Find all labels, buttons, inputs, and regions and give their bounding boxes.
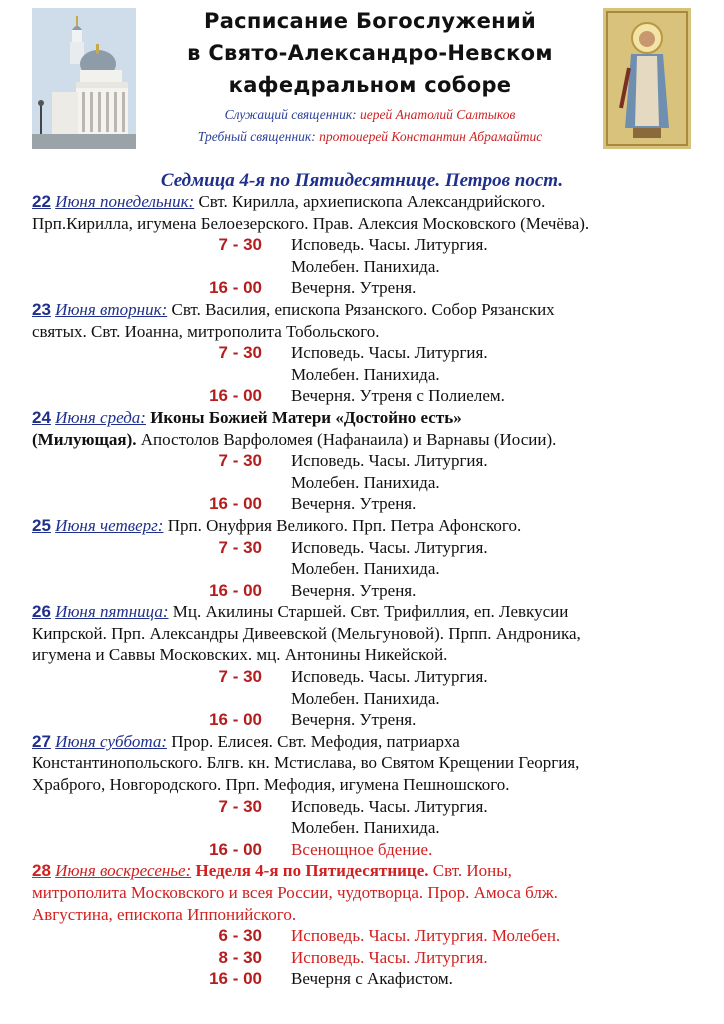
- service-time: 6 - 30: [218, 926, 262, 946]
- service-row: [32, 580, 696, 602]
- service-text: Исповедь. Часы. Литургия.: [291, 667, 488, 687]
- service-row: [32, 968, 696, 990]
- service-time: 16 - 00: [209, 494, 262, 514]
- service-time: 7 - 30: [218, 667, 262, 687]
- service-row: [32, 817, 696, 839]
- service-text: Вечерня. Утреня с Полиелем.: [291, 386, 505, 406]
- service-row: [32, 839, 696, 861]
- day-weekday: Июня среда:: [55, 407, 146, 427]
- feast-title-cont: (Милующая).: [32, 429, 137, 449]
- saint-icon-image: [603, 8, 691, 149]
- service-time: 8 - 30: [218, 947, 262, 967]
- serving-priest-label: Служащий священник:: [224, 107, 357, 122]
- service-time: 16 - 00: [209, 278, 262, 298]
- day-saints: Мц. Акилины Старшей. Свт. Трифиллия, еп. Левкусии: [172, 602, 569, 622]
- day-date: 23: [32, 299, 51, 319]
- title-line-2: в Свято-Александро-Невском: [187, 41, 553, 65]
- day-weekday: Июня вторник:: [55, 299, 168, 319]
- day-date: 27: [32, 731, 51, 751]
- day-saints-line: Кипрской. Прп. Александры Дивеевской (Мельгуновой). Прпп. Андроника,: [32, 623, 581, 643]
- service-row: [32, 342, 696, 364]
- service-row: [32, 472, 696, 494]
- service-row: [32, 450, 696, 472]
- service-text: Молебен. Панихида.: [291, 559, 440, 579]
- service-text: Вечерня с Акафистом.: [291, 969, 453, 989]
- service-row: [32, 385, 696, 407]
- service-time: 7 - 30: [218, 537, 262, 557]
- service-row: [32, 234, 696, 256]
- day-24-heading: [32, 407, 696, 429]
- service-row: [32, 688, 696, 710]
- day-saints-line: Константинопольского. Блгв. кн. Мстислава, во Святом Крещении Георгия,: [32, 753, 580, 773]
- cathedral-photo: [32, 8, 136, 149]
- day-saints-line: [32, 429, 696, 451]
- day-25-heading: [32, 515, 696, 537]
- service-row: [32, 558, 696, 580]
- day-saints: Свт. Василия, епископа Рязанского. Собор Рязанских: [171, 299, 555, 319]
- service-time: 7 - 30: [218, 235, 262, 255]
- day-date: 24: [32, 407, 51, 427]
- day-weekday: Июня понедельник:: [55, 192, 195, 211]
- title-line-3: кафедральном соборе: [228, 73, 512, 97]
- feast-title: Неделя 4-я по Пятидесятнице.: [195, 861, 429, 881]
- service-row: [32, 256, 696, 278]
- service-time: 16 - 00: [209, 839, 262, 859]
- day-saints: Свт. Ионы,: [432, 861, 512, 881]
- day-weekday: Июня пятница:: [55, 602, 169, 622]
- service-text: Всенощное бдение.: [291, 839, 433, 859]
- day-date: 22: [32, 192, 51, 211]
- treb-priest-label: Требный священник:: [197, 129, 316, 144]
- service-time: 16 - 00: [209, 969, 262, 989]
- service-text: Исповедь. Часы. Литургия.: [291, 451, 488, 471]
- day-weekday: Июня воскресенье:: [55, 861, 192, 881]
- service-text: Молебен. Панихида.: [291, 818, 440, 838]
- service-time: 16 - 00: [209, 710, 262, 730]
- day-26-heading: [32, 601, 696, 623]
- service-text: Исповедь. Часы. Литургия.: [291, 537, 488, 557]
- treb-priest-name: протоиерей Константин Абрамайтис: [319, 129, 543, 144]
- day-28-heading: [32, 860, 696, 882]
- service-row: [32, 277, 696, 299]
- service-row: [32, 364, 696, 386]
- service-row: [32, 925, 696, 947]
- day-saints-line: митрополита Московского и всея России, чудотворца. Прор. Амоса блж.: [32, 883, 558, 902]
- service-time: 16 - 00: [209, 580, 262, 600]
- service-text: Молебен. Панихида.: [291, 364, 440, 384]
- day-saints-line: святых. Свт. Иоанна, митрополита Тобольского.: [32, 321, 380, 341]
- day-saints-line: игумена и Саввы Московских. мц. Антонины Никейской.: [32, 645, 448, 665]
- service-text: Исповедь. Часы. Литургия.: [291, 235, 488, 255]
- day-27-heading: [32, 731, 696, 753]
- service-text: Вечерня. Утреня.: [291, 710, 417, 730]
- day-date: 26: [32, 602, 51, 622]
- day-weekday: Июня четверг:: [55, 515, 164, 535]
- day-23-heading: [32, 299, 696, 321]
- day-date: 25: [32, 515, 51, 535]
- title-line-1: Расписание Богослужений: [204, 9, 536, 33]
- service-row: [32, 796, 696, 818]
- service-text: Вечерня. Утреня.: [291, 278, 417, 298]
- service-row: [32, 666, 696, 688]
- service-text: Исповедь. Часы. Литургия.: [291, 947, 488, 967]
- service-time: 7 - 30: [218, 343, 262, 363]
- day-saints: Прор. Елисея. Свт. Мефодия, патриарха: [171, 731, 460, 751]
- day-saints: Апостолов Варфоломея (Нафанаила) и Варнавы (Иосии).: [140, 429, 557, 449]
- feast-title: Иконы Божией Матери «Достойно есть»: [150, 407, 462, 427]
- day-22-heading: [32, 191, 696, 213]
- service-text: Молебен. Панихида.: [291, 472, 440, 492]
- service-text: Вечерня. Утреня.: [291, 494, 417, 514]
- service-row: [32, 537, 696, 559]
- day-date: 28: [32, 861, 51, 881]
- day-saints-line: Августина, епископа Иппонийского.: [32, 904, 297, 924]
- service-text: Вечерня. Утреня.: [291, 580, 417, 600]
- day-saints: Прп. Онуфрия Великого. Прп. Петра Афонского.: [167, 515, 522, 535]
- day-saints-line: Прп.Кирилла, игумена Белоезерского. Прав. Алексия Московского (Мечёва).: [32, 213, 590, 233]
- service-row: [32, 709, 696, 731]
- day-saints-line: Храброго, Новгородского. Прп. Мефодия, игумена Пешношского.: [32, 775, 510, 795]
- schedule: [32, 191, 696, 990]
- week-title: Седмица 4-я по Пятидесятнице. Петров пост.: [160, 170, 564, 191]
- service-row: [32, 493, 696, 515]
- service-time: 7 - 30: [218, 451, 262, 471]
- service-text: Молебен. Панихида.: [291, 256, 440, 276]
- service-text: Исповедь. Часы. Литургия.: [291, 796, 488, 816]
- header: [0, 0, 724, 160]
- service-row: [32, 947, 696, 969]
- serving-priest: [150, 107, 590, 123]
- serving-priest-name: иерей Анатолий Салтыков: [360, 107, 516, 122]
- treb-priest: [150, 129, 590, 145]
- service-time: 16 - 00: [209, 386, 262, 406]
- service-text: Исповедь. Часы. Литургия.: [291, 343, 488, 363]
- day-weekday: Июня суббота:: [55, 731, 168, 751]
- day-saints: Свт. Кирилла, архиепископа Александрийского.: [198, 192, 546, 211]
- service-time: 7 - 30: [218, 796, 262, 816]
- service-text: Молебен. Панихида.: [291, 688, 440, 708]
- service-text: Исповедь. Часы. Литургия. Молебен.: [291, 926, 561, 946]
